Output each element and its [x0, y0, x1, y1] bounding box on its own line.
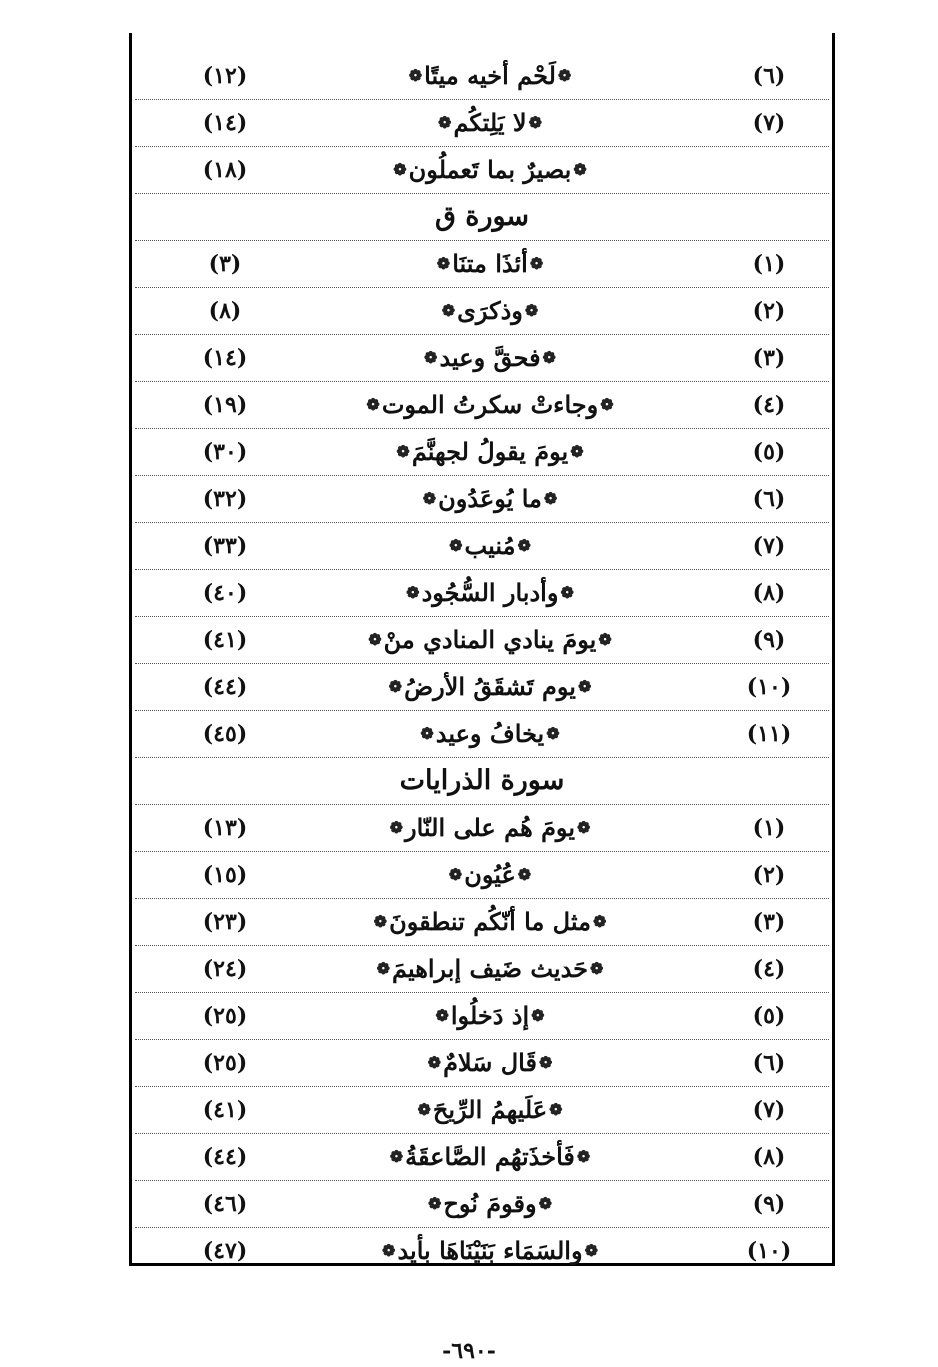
ornament-icon: ❁ — [389, 1147, 404, 1166]
ornament-icon: ❁ — [538, 1194, 553, 1213]
quran-phrase — [325, 710, 655, 757]
phrase-text: يوم تَشقَقُ الأرضُ — [404, 672, 576, 701]
ornament-icon: ❁ — [441, 301, 456, 320]
ornament-icon: ❁ — [590, 959, 604, 978]
quran-phrase — [325, 52, 655, 99]
item-number: (٧) — [752, 532, 786, 559]
phrase-text: والسَمَاء بَنَيْنَاهَا بأيد — [397, 1236, 583, 1265]
ornament-icon: ❁ — [538, 1053, 553, 1072]
item-number: (٣) — [752, 908, 786, 935]
quran-phrase — [325, 804, 655, 851]
phrase-text: حَديث ضَيف إبراهيمَ — [392, 954, 588, 983]
ornament-icon: ❁ — [600, 395, 614, 414]
item-number: (٧) — [752, 109, 786, 136]
quran-phrase — [325, 992, 655, 1039]
quran-phrase — [325, 99, 655, 146]
surah-heading: سورة ق — [135, 193, 829, 241]
item-number: (٩) — [752, 1190, 786, 1217]
phrase-text: لا يَلِتكُم — [453, 108, 527, 137]
verse-ref: (٤١) — [202, 626, 248, 653]
ornament-icon: ❁ — [570, 442, 584, 461]
ornament-icon: ❁ — [576, 1147, 591, 1166]
item-number: (٦) — [752, 62, 786, 89]
ornament-icon: ❁ — [598, 630, 612, 649]
ornament-icon: ❁ — [417, 1100, 431, 1119]
ornament-icon: ❁ — [393, 160, 407, 179]
verse-ref: (٨) — [208, 297, 242, 324]
item-number: (٢) — [752, 297, 786, 324]
verse-ref: (٣) — [208, 250, 242, 277]
quran-phrase — [325, 1180, 655, 1227]
item-number: (٥) — [752, 438, 786, 465]
item-number: (١) — [752, 250, 786, 277]
verse-ref: (١٤) — [202, 344, 248, 371]
phrase-text: فحقَّ وعيد — [439, 343, 541, 372]
verse-ref: (٣٣) — [202, 532, 248, 559]
ornament-icon: ❁ — [577, 677, 592, 696]
phrase-text: يومَ هُم على النّار — [404, 813, 576, 842]
quran-phrase — [325, 475, 655, 522]
verse-ref: (١٢) — [202, 62, 248, 89]
table-row — [135, 569, 829, 617]
ornament-icon: ❁ — [424, 348, 438, 367]
ornament-icon: ❁ — [531, 1006, 545, 1025]
ornament-icon: ❁ — [573, 160, 587, 179]
quran-phrase — [325, 334, 655, 381]
table-row — [135, 663, 829, 711]
verse-ref: (١٥) — [202, 861, 248, 888]
phrase-text: وذكرَى — [457, 296, 523, 325]
ornament-icon: ❁ — [517, 865, 532, 884]
verse-ref: (٤٠) — [202, 579, 248, 606]
table-row — [135, 1133, 829, 1181]
ornament-icon: ❁ — [368, 630, 382, 649]
item-number — [719, 146, 819, 193]
verse-ref: (٣٢) — [202, 485, 248, 512]
item-number: (١) — [752, 814, 786, 841]
ornament-icon: ❁ — [543, 489, 558, 508]
item-number: (١٠) — [746, 673, 792, 700]
quran-phrase — [325, 522, 655, 569]
verse-ref: (٢٣) — [202, 908, 248, 935]
table-row — [135, 1180, 829, 1228]
ornament-icon: ❁ — [422, 489, 437, 508]
quran-phrase — [325, 428, 655, 475]
ornament-icon: ❁ — [389, 818, 403, 837]
ornament-icon: ❁ — [427, 1053, 442, 1072]
table-row — [135, 99, 829, 147]
quran-phrase — [325, 569, 655, 616]
surah-heading: سورة الذرايات — [135, 757, 829, 805]
table-row — [135, 1086, 829, 1134]
ornament-icon: ❁ — [438, 113, 452, 132]
table-row — [135, 992, 829, 1040]
table-row — [135, 475, 829, 523]
table-row — [135, 240, 829, 288]
table-row — [135, 381, 829, 429]
item-number: (١٠) — [746, 1237, 792, 1264]
table-row — [135, 52, 829, 100]
phrase-text: أئذَا متنَا — [452, 249, 528, 278]
item-number: (٢) — [752, 861, 786, 888]
ornament-icon: ❁ — [584, 1241, 598, 1260]
ornament-icon: ❁ — [420, 724, 434, 743]
table-row — [135, 851, 829, 899]
phrase-text: عَلَيهمُ الرِّيحَ — [432, 1095, 548, 1124]
ornament-icon: ❁ — [542, 348, 556, 367]
item-number: (٧) — [752, 1096, 786, 1123]
table-row — [135, 1227, 829, 1274]
ornament-icon: ❁ — [449, 536, 463, 555]
table-row — [135, 804, 829, 852]
quran-phrase — [325, 1133, 655, 1180]
ornament-icon: ❁ — [448, 865, 463, 884]
quran-phrase — [325, 1086, 655, 1133]
ornament-icon: ❁ — [376, 959, 391, 978]
page-number: -٦٩٠- — [442, 1338, 496, 1364]
quran-phrase — [325, 945, 655, 992]
quran-phrase — [325, 616, 655, 663]
ornament-icon: ❁ — [406, 583, 420, 602]
phrase-text: عُيُون — [464, 860, 516, 889]
table-row — [135, 898, 829, 946]
ornament-icon: ❁ — [517, 536, 531, 555]
ornament-icon: ❁ — [427, 1194, 442, 1213]
quran-phrase — [325, 240, 655, 287]
quran-phrase — [325, 851, 655, 898]
item-number: (٣) — [752, 344, 786, 371]
verse-ref: (٤١) — [202, 1096, 248, 1123]
phrase-text: يومَ يقولُ لجهنَّمَ — [411, 437, 569, 466]
quran-phrase — [325, 898, 655, 945]
ornament-icon: ❁ — [560, 583, 574, 602]
ornament-icon: ❁ — [546, 724, 560, 743]
verse-ref: (١٨) — [202, 156, 248, 183]
verse-ref: (٤٧) — [202, 1237, 248, 1264]
item-number: (١١) — [746, 720, 792, 747]
table-row — [135, 522, 829, 570]
phrase-text: بصيرٌ بما تَعملُون — [408, 155, 572, 184]
ornament-icon: ❁ — [366, 395, 380, 414]
phrase-text: وأدبار السُّجُود — [421, 578, 559, 607]
phrase-text: وقومَ نُوح — [443, 1189, 537, 1218]
table-row — [135, 287, 829, 335]
phrase-text: فَأخذَتهُم الصَّاعقَةُ — [405, 1142, 575, 1171]
table-row — [135, 334, 829, 382]
phrase-text: لَحْم أخيه ميتًا — [424, 61, 556, 90]
ornament-icon: ❁ — [557, 66, 572, 85]
ornament-icon: ❁ — [436, 254, 451, 273]
verse-ref: (٤٥) — [202, 720, 248, 747]
table-row — [135, 428, 829, 476]
phrase-text: وجاءتْ سكرتُ الموت — [381, 390, 599, 419]
quran-phrase — [325, 1039, 655, 1086]
ornament-icon: ❁ — [396, 442, 410, 461]
quran-phrase — [325, 1227, 655, 1274]
table-row — [135, 1039, 829, 1087]
verse-ref: (١٣) — [202, 814, 248, 841]
ornament-icon: ❁ — [408, 66, 423, 85]
ornament-icon: ❁ — [388, 677, 403, 696]
quran-phrase — [325, 381, 655, 428]
item-number: (٦) — [752, 1049, 786, 1076]
phrase-text: يخافُ وعيد — [435, 719, 545, 748]
table-frame — [129, 33, 835, 1266]
verse-ref: (٢٤) — [202, 955, 248, 982]
item-number: (٦) — [752, 485, 786, 512]
item-number: (٤) — [752, 955, 786, 982]
table-row — [135, 710, 829, 758]
item-number: (٨) — [752, 1143, 786, 1170]
item-number: (٥) — [752, 1002, 786, 1029]
ornament-icon: ❁ — [549, 1100, 563, 1119]
phrase-text: يومَ ينادي المنادي منْ — [383, 625, 597, 654]
ornament-icon: ❁ — [435, 1006, 449, 1025]
verse-ref: (١٤) — [202, 109, 248, 136]
verse-ref: (٢٥) — [202, 1002, 248, 1029]
ornament-icon: ❁ — [529, 254, 544, 273]
verse-ref: (٢٥) — [202, 1049, 248, 1076]
item-number: (٨) — [752, 579, 786, 606]
ornament-icon: ❁ — [592, 912, 607, 931]
table-row — [135, 945, 829, 993]
quran-phrase — [325, 663, 655, 710]
item-number: (٤) — [752, 391, 786, 418]
ornament-icon: ❁ — [373, 912, 388, 931]
verse-ref: (١٩) — [202, 391, 248, 418]
item-number: (٩) — [752, 626, 786, 653]
quran-phrase — [325, 287, 655, 334]
phrase-text: مثل ما أنّكُم تنطقونَ — [389, 907, 591, 936]
phrase-text: إذ دَخلُوا — [450, 1001, 530, 1030]
table-row — [135, 146, 829, 194]
phrase-text: قَال سَلامٌ — [443, 1048, 537, 1077]
quran-phrase — [325, 146, 655, 193]
verse-ref: (٤٤) — [202, 1143, 248, 1170]
ornament-icon: ❁ — [382, 1241, 396, 1260]
ornament-icon: ❁ — [528, 113, 542, 132]
verse-ref: (٤٤) — [202, 673, 248, 700]
ornament-icon: ❁ — [524, 301, 539, 320]
ornament-icon: ❁ — [577, 818, 591, 837]
table-row — [135, 616, 829, 664]
phrase-text: مُنيب — [464, 531, 516, 560]
verse-ref: (٤٦) — [202, 1190, 248, 1217]
phrase-text: ما يُوعَدُون — [438, 484, 542, 513]
verse-ref: (٣٠) — [202, 438, 248, 465]
